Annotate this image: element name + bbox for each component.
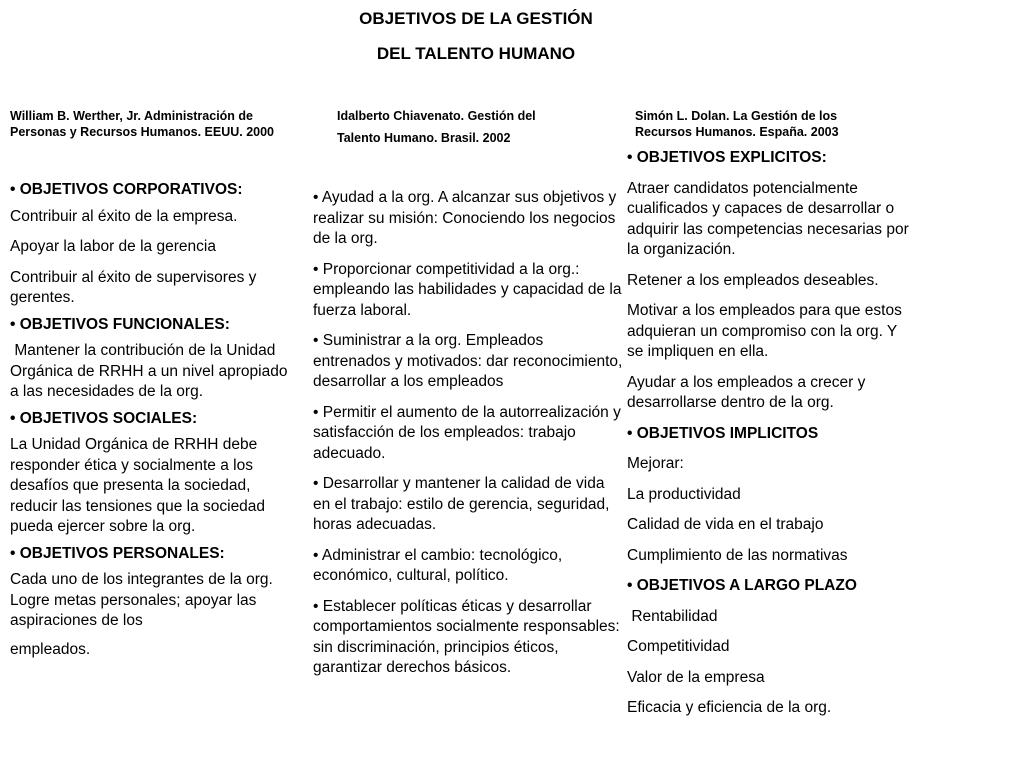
explicitos-item: Retener a los empleados deseables.: [627, 271, 879, 289]
objective-item: • Permitir el aumento de la autorrealización y satisfacción de los empleados: trabajo adecuado.: [313, 403, 621, 462]
reference-dolan: Simón L. Dolan. La Gestión de los Recursos Humanos. España. 2003: [635, 109, 839, 139]
objective-item: • Proporcionar competitividad a la org.: empleando las habilidades y capacidad de la fuerza laboral.: [313, 260, 622, 319]
objective-item: • Suministrar a la org. Empleados entrenados y motivados: dar reconocimiento, desarrollar a los empleados: [313, 332, 623, 390]
objective-item: • Desarrollar y mantener la calidad de vida en el trabajo: estilo de gerencia, seguridad, horas adecuadas.: [313, 475, 610, 533]
explicitos-heading: • OBJETIVOS EXPLICITOS:: [627, 149, 827, 166]
reference-chiavenato-line-1: Idalberto Chiavenato. Gestión del: [337, 109, 536, 123]
implicitos-intro: Mejorar:: [627, 455, 684, 472]
explicitos-item: Atraer candidatos potencialmente cualificados y capaces de desarrollar o adquirir las competencias necesarias por la organización.: [627, 179, 909, 258]
explicitos-item: Motivar a los empleados para que estos adquieran un compromiso con la org. Y se impliquen en ella.: [627, 302, 902, 360]
largo-plazo-heading: • OBJETIVOS A LARGO PLAZO: [627, 577, 857, 594]
implicitos-item: La productividad: [627, 485, 741, 503]
sociales-heading: • OBJETIVOS SOCIALES:: [10, 409, 198, 427]
personales-heading: • OBJETIVOS PERSONALES:: [10, 544, 225, 562]
personales-item: Cada uno de los integrantes de la org. Logre metas personales; apoyar las aspiraciones de los: [10, 571, 273, 629]
sociales-item: La Unidad Orgánica de RRHH debe responder ética y socialmente a los desafíos que presenta la sociedad, reducir las tensiones que la sociedad pueda ejercer sobre la org.: [10, 436, 266, 535]
personales-item: empleados.: [10, 640, 91, 658]
title-line-2: DEL TALENTO HUMANO: [376, 44, 576, 63]
left-column: [10, 180, 292, 670]
funcionales-heading: • OBJETIVOS FUNCIONALES:: [10, 315, 230, 333]
explicitos-item: Ayudar a los empleados a crecer y desarrollarse dentro de la org.: [627, 373, 866, 411]
right-column: [627, 148, 912, 729]
corporativos-heading: • OBJETIVOS CORPORATIVOS:: [10, 181, 243, 198]
objective-item: • Establecer políticas éticas y desarrollar comportamientos socialmente responsables: sin discriminación, principios éticos, garantizar derechos básicos.: [313, 597, 620, 676]
reference-chiavenato-line-2: Talento Humano. Brasil. 2002: [337, 131, 511, 145]
largo-plazo-item: Competitividad: [627, 638, 730, 655]
implicitos-item: Cumplimiento de las normativas: [627, 546, 848, 564]
corporativos-item: Contribuir al éxito de la empresa.: [10, 207, 238, 225]
funcionales-item: Mantener la contribución de la Unidad Orgánica de RRHH a un nivel apropiado a las necesidades de la org.: [10, 342, 292, 400]
reference-werther: William B. Werther, Jr. Administración de Personas y Recursos Humanos. EEUU. 2000: [10, 109, 275, 139]
title-line-1: OBJETIVOS DE LA GESTIÓN: [359, 9, 593, 28]
objective-item: • Ayudad a la org. A alcanzar sus objetivos y realizar su misión: Conociendo los negocios de la org.: [313, 189, 617, 247]
reference-chiavenato: [337, 108, 597, 146]
corporativos-item: Contribuir al éxito de supervisores y gerentes.: [10, 268, 257, 306]
middle-column: [313, 188, 623, 689]
largo-plazo-item: Rentabilidad: [627, 607, 718, 625]
implicitos-heading: • OBJETIVOS IMPLICITOS: [627, 424, 819, 442]
largo-plazo-item: Eficacia y eficiencia de la org.: [627, 699, 832, 716]
corporativos-item: Apoyar la labor de la gerencia: [10, 238, 216, 255]
implicitos-item: Calidad de vida en el trabajo: [627, 516, 824, 533]
objective-item: • Administrar el cambio: tecnológico, económico, cultural, político.: [313, 546, 563, 584]
largo-plazo-item: Valor de la empresa: [627, 668, 765, 686]
